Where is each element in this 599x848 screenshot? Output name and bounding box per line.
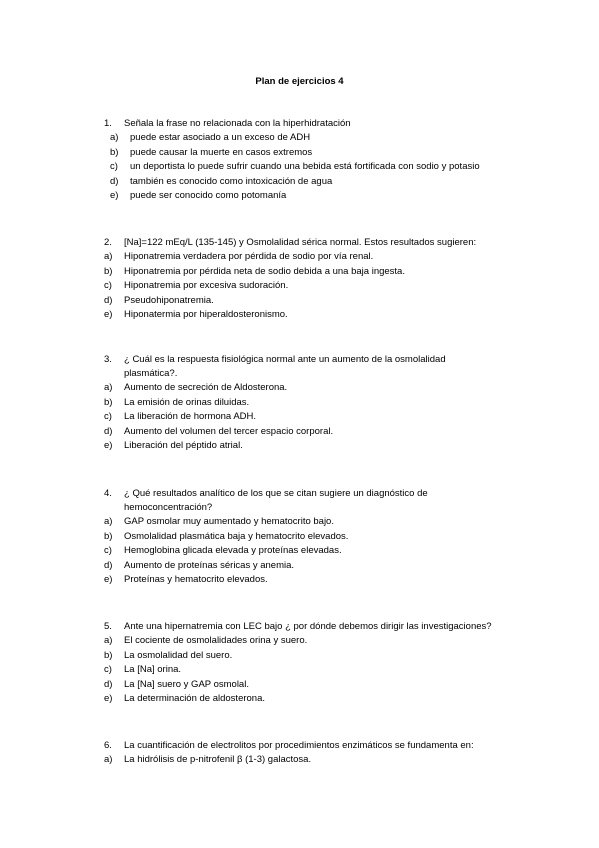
option-text: Hiponatremia verdadera por pérdida de sodio por vía renal.: [124, 251, 374, 262]
question-stem: [104, 620, 524, 634]
question-number: 1.: [104, 118, 112, 129]
option-text: La emisión de orinas diluidas.: [124, 396, 250, 408]
option-a: [104, 634, 524, 649]
option-text: Pseudohiponatremia.: [124, 294, 214, 306]
option-text: La osmolalidad del suero.: [124, 649, 233, 661]
option-letter: c): [110, 161, 118, 173]
question-stem: [104, 353, 524, 381]
option-c: [104, 410, 524, 425]
option-letter: a): [104, 251, 113, 262]
option-b: [104, 530, 524, 545]
question-stem: [104, 487, 524, 515]
question-text: Ante una hipernatremia con LEC bajo ¿ por dónde debemos dirigir las investigaciones?: [124, 621, 492, 632]
option-a: [104, 753, 524, 768]
option-e: [104, 692, 524, 707]
option-letter: a): [104, 754, 113, 765]
question-5: [104, 620, 524, 707]
option-e: [104, 573, 524, 588]
option-a: [104, 515, 524, 530]
option-text: Hiponatermia por hiperaldosteronismo.: [124, 309, 288, 321]
option-list: [104, 381, 524, 454]
option-text: Aumento de secreción de Aldosterona.: [124, 382, 288, 393]
option-list: [104, 131, 524, 204]
option-a: [104, 131, 524, 146]
option-letter: a): [104, 516, 113, 527]
option-text: Hiponatremia por excesiva sudoración.: [124, 280, 289, 292]
option-c: [104, 279, 524, 294]
question-text: ¿ Cuál es la respuesta fisiológica normal ante un aumento de la osmolalidad plasmática?.: [124, 354, 446, 379]
option-c: [104, 160, 524, 175]
option-d: [104, 294, 524, 309]
option-letter: b): [104, 649, 113, 661]
option-letter: a): [110, 132, 119, 143]
option-text: puede ser conocido como potomanía: [130, 190, 287, 202]
option-d: [104, 678, 524, 693]
option-c: [104, 544, 524, 559]
option-letter: a): [104, 382, 113, 393]
question-number: 4.: [104, 488, 112, 499]
option-b: [104, 265, 524, 280]
option-letter: c): [104, 411, 112, 423]
option-letter: e): [110, 190, 119, 202]
option-letter: e): [104, 309, 113, 321]
option-letter: c): [104, 280, 112, 292]
option-d: [104, 425, 524, 440]
option-text: La [Na] orina.: [124, 664, 182, 676]
option-e: [104, 189, 524, 204]
option-letter: a): [104, 635, 113, 646]
option-text: Proteínas y hematocrito elevados.: [124, 574, 268, 586]
question-number: 5.: [104, 621, 112, 632]
option-text: Liberación del péptido atrial.: [124, 440, 243, 452]
option-list: [104, 250, 524, 323]
page-title: Plan de ejercicios 4: [255, 76, 344, 87]
option-list: [104, 515, 524, 588]
option-a: [104, 381, 524, 396]
option-text: puede estar asociado a un exceso de ADH: [130, 132, 311, 143]
option-text: La [Na] suero y GAP osmolal.: [124, 678, 249, 690]
option-text: Osmolalidad plasmática baja y hematocrito elevados.: [124, 530, 349, 542]
option-text: Aumento del volumen del tercer espacio corporal.: [124, 425, 334, 437]
option-letter: e): [104, 440, 113, 452]
option-letter: d): [104, 294, 113, 306]
question-text: La cuantificación de electrolitos por procedimientos enzimáticos se fundamenta en:: [124, 740, 474, 751]
option-list: [104, 753, 524, 768]
question-number: 6.: [104, 740, 112, 751]
option-c: [104, 663, 524, 678]
question-text: Señala la frase no relacionada con la hiperhidratación: [124, 118, 351, 129]
option-e: [104, 308, 524, 323]
option-b: [104, 396, 524, 411]
option-text: La liberación de hormona ADH.: [124, 411, 257, 423]
option-d: [104, 559, 524, 574]
question-number: 3.: [104, 354, 112, 365]
question-6: [104, 739, 524, 768]
question-3: [104, 353, 524, 454]
option-letter: b): [110, 146, 119, 158]
option-letter: e): [104, 574, 113, 586]
question-2: [104, 236, 524, 323]
option-letter: b): [104, 265, 113, 277]
option-text: Aumento de proteínas séricas y anemia.: [124, 559, 295, 571]
question-4: [104, 487, 524, 588]
option-e: [104, 439, 524, 454]
question-stem: [104, 117, 524, 131]
option-text: también es conocido como intoxicación de agua: [130, 175, 333, 187]
option-text: La determinación de aldosterona.: [124, 693, 266, 705]
question-text: [Na]=122 mEq/L (135-145) y Osmolalidad sérica normal. Estos resultados sugieren:: [124, 237, 477, 248]
option-letter: e): [104, 693, 113, 705]
option-text: Hemoglobina glicada elevada y proteínas elevadas.: [124, 545, 342, 557]
option-b: [104, 146, 524, 161]
option-text: GAP osmolar muy aumentado y hematocrito bajo.: [124, 516, 334, 527]
option-letter: d): [110, 175, 119, 187]
option-letter: d): [104, 425, 113, 437]
option-letter: c): [104, 545, 112, 557]
option-letter: d): [104, 559, 113, 571]
option-a: [104, 250, 524, 265]
question-text: ¿ Qué resultados analítico de los que se citan sugiere un diagnóstico de hemoconcentración?: [124, 488, 428, 513]
option-d: [104, 175, 524, 190]
option-letter: d): [104, 678, 113, 690]
option-text: La hidrólisis de p-nitrofenil β (1-3) galactosa.: [124, 754, 312, 765]
option-letter: b): [104, 396, 113, 408]
option-text: un deportista lo puede sufrir cuando una bebida está fortificada con sodio y potasio: [130, 161, 480, 173]
option-text: Hiponatremia por pérdida neta de sodio debida a una baja ingesta.: [124, 265, 405, 277]
option-letter: c): [104, 664, 112, 676]
question-1: [104, 117, 524, 204]
question-number: 2.: [104, 237, 112, 248]
question-stem: [104, 236, 524, 250]
option-text: El cociente de osmolalidades orina y suero.: [124, 635, 308, 646]
question-stem: [104, 739, 524, 753]
option-letter: b): [104, 530, 113, 542]
option-b: [104, 649, 524, 664]
option-list: [104, 634, 524, 707]
option-text: puede causar la muerte en casos extremos: [130, 146, 313, 158]
